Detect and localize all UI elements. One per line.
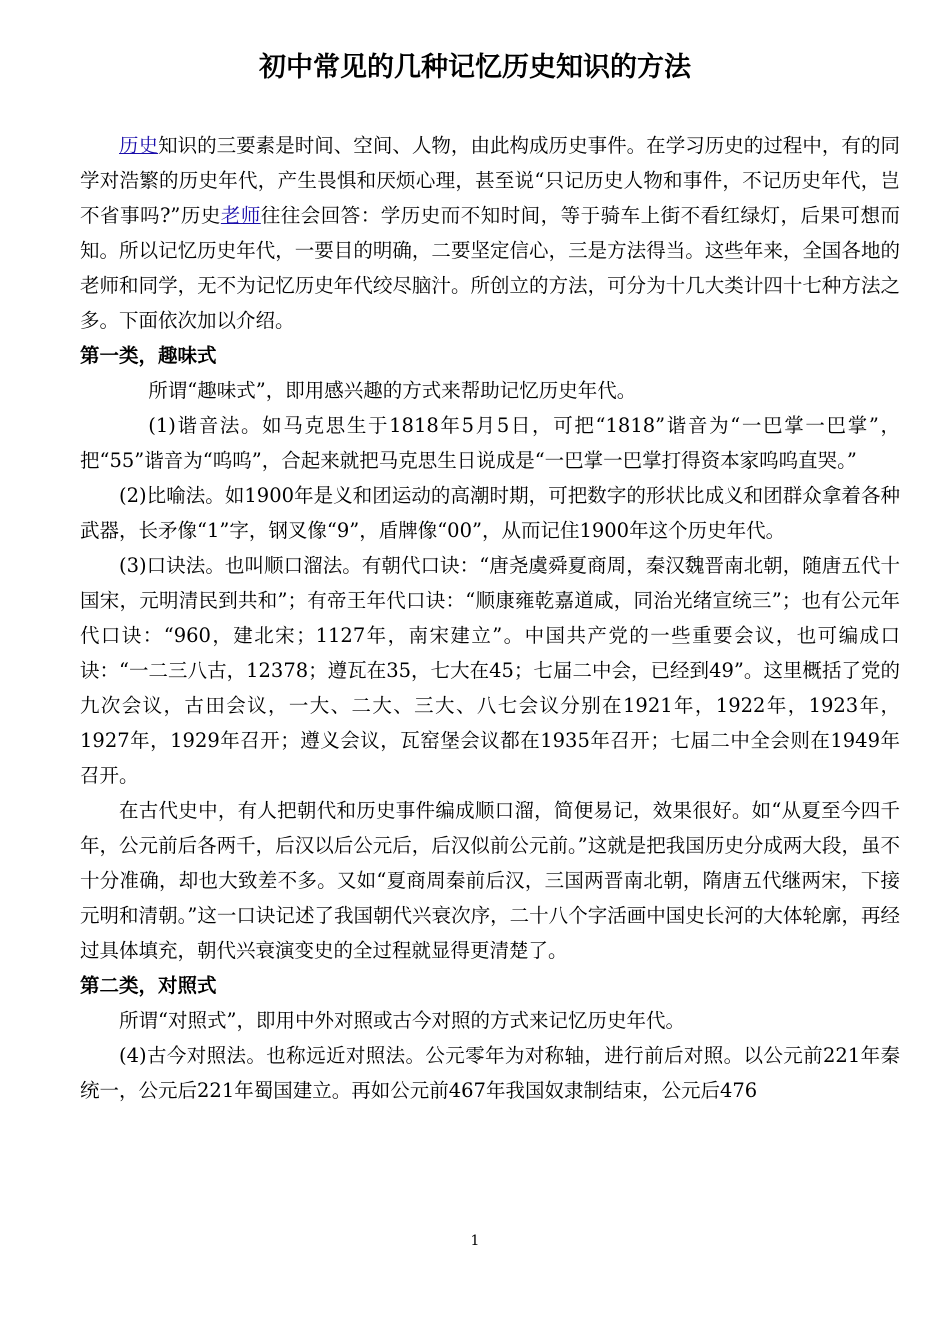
method-homophone: (1)谐音法。如马克思生于1818年5月5日，可把“1818”谐音为“一巴掌一巴掌”，把“55”谐音为“呜呜”，合起来就把马克思生日说成是“一巴掌一巴掌打得资本家呜呜直哭。”	[80, 414, 900, 472]
document-title: 初中常见的几种记忆历史知识的方法	[259, 52, 691, 83]
method-rhyme-extra: 在古代史中，有人把朝代和历史事件编成顺口溜，简便易记，效果很好。如“从夏至今四千年，公元前后各两千，后汉以后公元后，后汉似前公元前。”这就是把我国历史分成两大段，虽不十分准确，却也大致差不多。又如“夏商周秦前后汉，三国两晋南北朝，隋唐五代继两宋，下接元明和清朝。”这一口诀记述了我国朝代兴衰次序，二十八个字活画中国史长河的大体轮廓，再经过具体填充，朝代兴衰演变史的全过程就显得更清楚了。	[80, 799, 900, 962]
intro-paragraph	[80, 128, 900, 338]
section-lead-contrast: 所谓“对照式”，即用中外对照或古今对照的方式来记忆历史年代。	[119, 1009, 685, 1032]
history-link[interactable]: 历史	[119, 134, 159, 157]
section-lead-fun: 所谓“趣味式”，即用感兴趣的方式来帮助记忆历史年代。	[148, 379, 637, 402]
intro-text-1: 知识的三要素是时间、空间、人物，由此构成历史事件。在学习历史的过程中，有的同学对浩繁的历史年代，产生畏惧和厌烦心理，甚至说“只记历史人物和事件，不记历史年代，岂不省事吗?”历史	[80, 134, 900, 227]
teacher-link[interactable]: 老师	[220, 204, 261, 227]
method-rhyme: (3)口诀法。也叫顺口溜法。有朝代口诀：“唐尧虞舜夏商周，秦汉魏晋南北朝，随唐五代十国宋，元明清民到共和”；有帝王年代口诀：“顺康雍乾嘉道咸，同治光绪宣统三”；也有公元年代口诀：“960，建北宋；1127年，南宋建立”。中国共产党的一些重要会议，也可编成口诀：“一二三八古，12378；遵瓦在35，七大在45；七届二中会，已经到49”。这里概括了党的九次会议，古田会议，一大、二大、三大、八七会议分别在1921年，1922年，1923年，1927年，1929年召开；遵义会议，瓦窑堡会议都在1935年召开；七届二中全会则在1949年召开。	[80, 554, 900, 787]
section-heading-contrast: 第二类，对照式	[80, 974, 217, 997]
method-ancient-modern: (4)古今对照法。也称远近对照法。公元零年为对称轴，进行前后对照。以公元前221年秦统一，公元后221年蜀国建立。再如公元前467年我国奴隶制结束，公元后476	[80, 1044, 900, 1102]
intro-text-2: 往往会回答：学历史而不知时间，等于骑车上街不看红绿灯，后果可想而知。所以记忆历史年代，一要目的明确，二要坚定信心，三是方法得当。这些年来，全国各地的老师和同学，无不为记忆历史年代绞尽脑汁。所创立的方法，可分为十几大类计四十七种方法之多。下面依次加以介绍。	[80, 204, 900, 332]
section-heading-fun: 第一类，趣味式	[80, 344, 217, 367]
page-number: 1	[470, 1233, 480, 1249]
method-metaphor: (2)比喻法。如1900年是义和团运动的高潮时期，可把数字的形状比成义和团群众拿着各种武器，长矛像“1”字，钢叉像“9”，盾牌像“00”，从而记住1900年这个历史年代。	[80, 484, 900, 542]
document-body	[80, 128, 900, 1108]
